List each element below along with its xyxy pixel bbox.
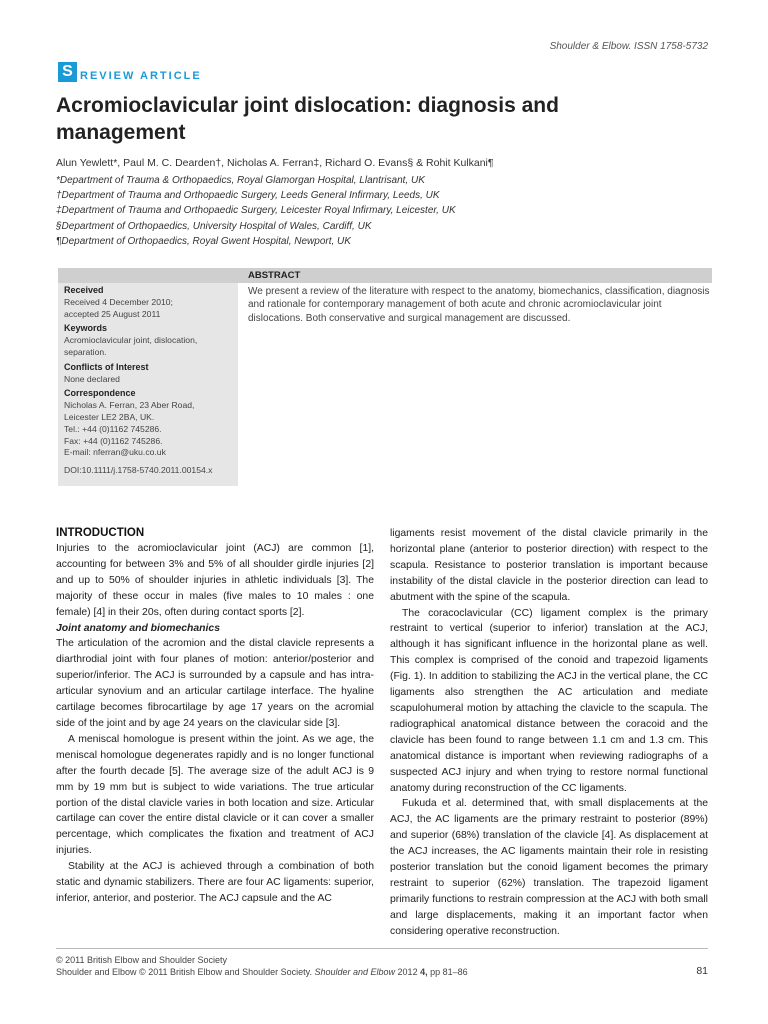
- correspondence-line: Nicholas A. Ferran, 23 Aber Road,: [64, 400, 195, 411]
- paragraph: The coracoclavicular (CC) ligament complex is the primary restraint to vertical (superior to inferior) translation at the ACJ, although it has significant influence in the horizontal plane as well. This complex is comprised of the conoid and trapezoid ligaments (Fig. 1). In addition to stabilizing the ACJ in the vertical plane, the CC ligaments also strengthen the AC articulation and mediate scapulohumeral motion by attaching the clavicle to the scapula. The radiographical anatomical distance between the coracoid and the clavicle has been found to range between 1.1 cm and 1.3 cm. This anatomical distance is important when reviewing radiographs of a suspected ACJ injury and when trying to restore normal functional anatomy during reconstruction of the CC ligaments.: [390, 607, 708, 794]
- accepted-date: accepted 25 August 2011: [64, 308, 161, 319]
- body-column-right: [390, 526, 708, 940]
- affiliations: [56, 173, 456, 249]
- article-info-sidebar: [58, 268, 238, 486]
- authors: Alun Yewlett*, Paul M. C. Dearden†, Nicholas A. Ferran‡, Richard O. Evans§ & Rohit Kulkani¶: [56, 157, 494, 169]
- affiliation: ¶Department of Orthopaedics, Royal Gwent Hospital, Newport, UK: [56, 235, 351, 247]
- correspondence-email[interactable]: E-mail: nferran@uku.co.uk: [64, 447, 166, 458]
- keywords-heading: Keywords: [64, 323, 108, 334]
- paragraph: A meniscal homologue is present within the joint. As we age, the meniscal homologue degenerates rapidly and is no longer functional after the fourth decade [5]. The average size of the adult ACJ is 9 mm by 19 mm but is subject to wide variations. The true articular portion of the distal clavicle varies in both location and size. Articular cartilage can cover the entire distal clavicle or it can cover a smaller percentage, which complicates the fixation and treatment of ACJ injuries.: [56, 733, 374, 857]
- abstract-text: We present a review of the literature with respect to the anatomy, biomechanics, classification, diagnosis and rationale for contemporary management of both acute and chronic acromioclavicular joint dislocations. Both conservative and surgical management are discussed.: [248, 286, 710, 324]
- footer-copyright: © 2011 British Elbow and Shoulder Society: [56, 955, 228, 965]
- footer-citation: [56, 967, 468, 977]
- affiliation: §Department of Orthopaedics, University Hospital of Wales, Cardiff, UK: [56, 220, 372, 232]
- citation-year: 2012: [397, 967, 418, 977]
- citation-journal: Shoulder and Elbow: [314, 967, 396, 977]
- keywords: Acromioclavicular joint, dislocation, separation.: [64, 335, 198, 357]
- paragraph: ligaments resist movement of the distal clavicle primarily in the horizontal plane (anterior to posterior direction) with respect to the scapula. Resistance to posterior translation is important because instability of the distal clavicle in the posterior direction can lead to abutment with the spine of the scapula.: [390, 528, 708, 603]
- received-heading: Received: [64, 285, 104, 295]
- abstract-heading: ABSTRACT: [238, 268, 712, 283]
- body-column-left: [56, 525, 374, 907]
- section-badge: S: [58, 62, 77, 82]
- citation-pages: pp 81–86: [430, 967, 468, 977]
- affiliation: *Department of Trauma & Orthopaedics, Royal Glamorgan Hospital, Llantrisant, UK: [56, 175, 425, 186]
- paragraph: Fukuda et al. determined that, with small displacements at the ACJ, the AC ligaments are the primary restraint to posterior (89%) and superior (68%) translation of the clavicle [4]. As displacement at the ACJ increases, the AC ligaments maintain their role in resisting posterior translation but the conoid ligament becomes the primary restraint to superior (62%) translation. The trapezoid ligament primarily functions to restrain compression at the ACJ with both small and large displacements, making it an important factor when considering operative reconstruction.: [390, 798, 708, 937]
- page-number: 81: [696, 965, 708, 977]
- paragraph: The articulation of the acromion and the distal clavicle represents a diarthrodial joint with four planes of motion: anterior/posterior and superior/inferior. The ACJ is surrounded by a capsule and has intra-articular synovium and an articular cartilage interface. The hyaline cartilage becomes fibrocartilage by age 17 years on the acromial side of the joint and by age 24 years on the clavicular side [3].: [56, 638, 374, 729]
- conflicts-heading: Conflicts of Interest: [64, 361, 149, 372]
- introduction-heading: INTRODUCTION: [56, 527, 145, 539]
- citation-text: Shoulder and Elbow © 2011 British Elbow and Shoulder Society.: [56, 967, 312, 977]
- subsection-heading: Joint anatomy and biomechanics: [56, 622, 220, 634]
- journal-header: Shoulder & Elbow. ISSN 1758-5732: [549, 41, 708, 52]
- article-title: Acromioclavicular joint dislocation: diagnosis and management: [56, 94, 559, 144]
- paragraph: Injuries to the acromioclavicular joint (ACJ) are common [1], accounting for between 3% and 5% of all shoulder girdle injuries [2] and up to 50% of shoulder injuries in athletic individuals [3]. The majority of these occur in males (five males to 10 males : one female) [4] in their 20s, often during contact sports [2].: [56, 543, 374, 618]
- conflicts: None declared: [64, 373, 120, 384]
- paragraph: Stability at the ACJ is achieved through a combination of both static and dynamic stabilizers. There are four AC ligaments: superior, inferior, anterior, and posterior. The ACJ capsule and the AC: [56, 861, 374, 904]
- doi[interactable]: DOI:10.1111/j.1758-5740.2011.00154.x: [64, 465, 213, 476]
- correspondence-heading: Correspondence: [64, 388, 136, 399]
- citation-volume: 4,: [420, 967, 428, 977]
- section-label: REVIEW ARTICLE: [80, 70, 202, 82]
- correspondence-line: Leicester LE2 2BA, UK.: [64, 411, 155, 422]
- received-date: Received 4 December 2010;: [64, 296, 173, 307]
- affiliation: †Department of Trauma and Orthopaedic Surgery, Leeds General Infirmary, Leeds, UK: [56, 190, 440, 202]
- sidebar-header-bar: [58, 268, 238, 283]
- affiliation: ‡Department of Trauma and Orthopaedic Surgery, Leicester Royal Infirmary, Leicester, UK: [56, 205, 456, 217]
- footer-divider: [56, 948, 708, 949]
- correspondence-line: Tel.: +44 (0)1162 745286.: [64, 423, 162, 434]
- correspondence-line: Fax: +44 (0)1162 745286.: [64, 435, 163, 446]
